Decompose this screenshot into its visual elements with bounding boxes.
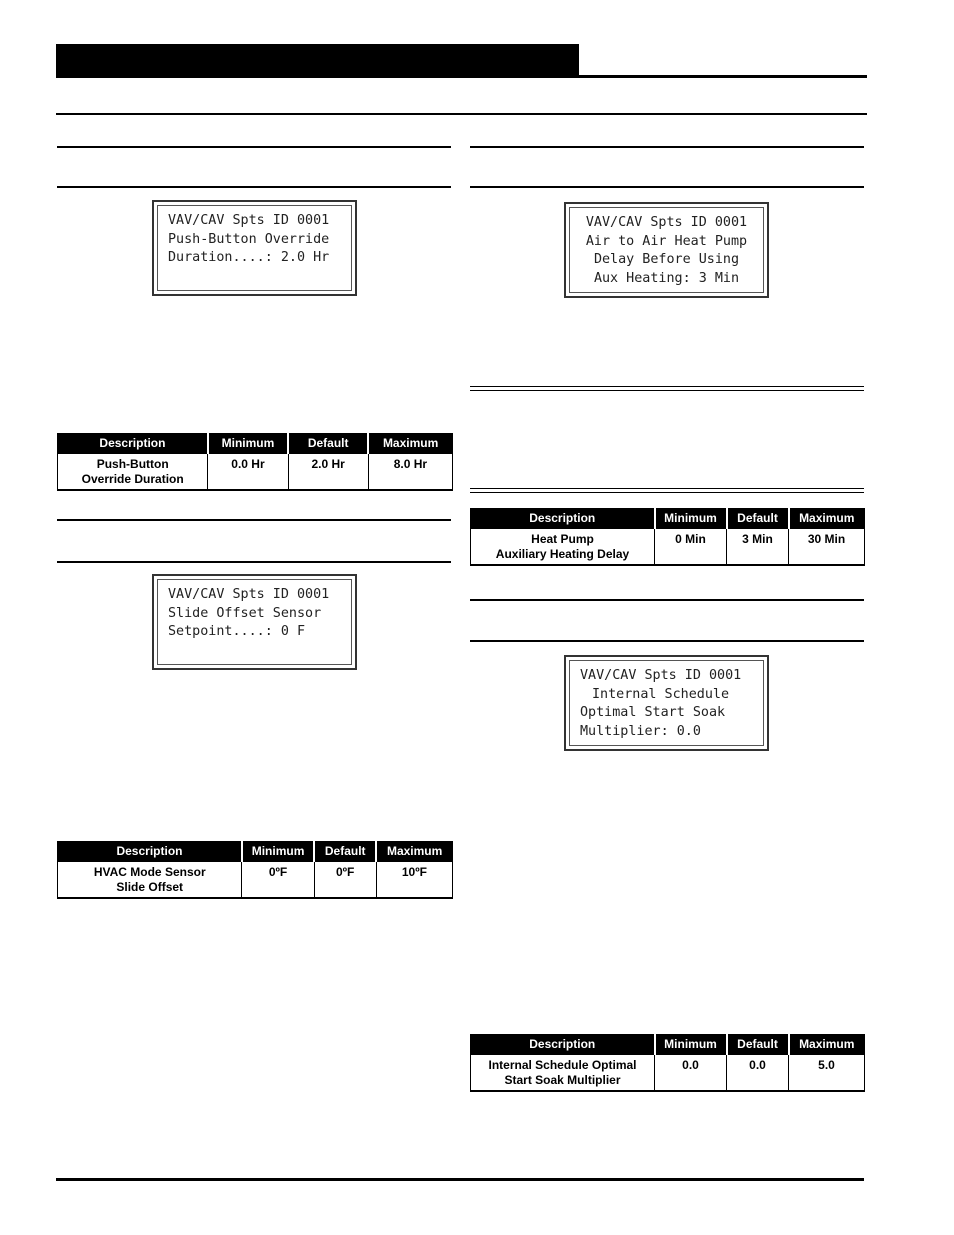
cell-maximum: 10ºF — [376, 862, 452, 899]
cell-minimum: 0 Min — [655, 529, 727, 566]
col-header-description: Description — [58, 841, 242, 862]
lcd-line: Duration....: 2.0 Hr — [168, 250, 330, 266]
col-header-maximum: Maximum — [368, 433, 452, 454]
desc-line: Push-Button — [96, 457, 169, 471]
desc-line: Internal Schedule Optimal — [488, 1058, 637, 1072]
cell-minimum: 0.0 Hr — [208, 454, 288, 491]
section-rule — [57, 519, 451, 521]
lcd-line: Multiplier: 0.0 — [580, 724, 701, 740]
double-rule — [470, 488, 864, 489]
header-bar — [56, 44, 579, 77]
lcd-line: Setpoint....: 0 F — [168, 624, 306, 640]
col-header-minimum: Minimum — [242, 841, 314, 862]
cell-description — [471, 529, 655, 566]
double-rule — [470, 386, 864, 387]
col-header-minimum: Minimum — [208, 433, 288, 454]
section-rule — [57, 561, 451, 563]
lcd-screen-soak — [564, 655, 769, 751]
lcd-line: VAV/CAV Spts ID 0001 — [585, 215, 748, 230]
lcd-screen-override — [152, 200, 357, 296]
cell-default: 0.0 — [727, 1055, 789, 1092]
cell-description — [471, 1055, 655, 1092]
lcd-screen-slide-offset — [152, 574, 357, 670]
col-header-default: Default — [288, 433, 368, 454]
top-rule — [56, 113, 867, 115]
lcd-line: Slide Offset Sensor — [168, 605, 322, 621]
lcd-line: Optimal Start Soak — [580, 705, 726, 721]
section-rule — [470, 186, 864, 188]
double-rule — [470, 492, 864, 493]
lcd-line: Aux Heating: 3 Min — [593, 271, 740, 287]
header-rule — [56, 75, 867, 78]
col-header-description: Description — [58, 433, 208, 454]
lcd-line: VAV/CAV Spts ID 0001 — [168, 587, 330, 602]
cell-minimum: 0.0 — [655, 1055, 727, 1092]
lcd-line: VAV/CAV Spts ID 0001 — [168, 213, 330, 228]
cell-description — [58, 862, 242, 899]
col-header-maximum: Maximum — [376, 841, 452, 862]
col-header-minimum: Minimum — [655, 508, 727, 529]
spec-table-slide-offset — [57, 841, 453, 899]
section-rule — [57, 146, 451, 148]
col-header-maximum: Maximum — [789, 508, 865, 529]
cell-default: 0ºF — [314, 862, 376, 899]
lcd-screen-heat-pump — [564, 202, 769, 298]
desc-line: Auxiliary Heating Delay — [495, 547, 630, 561]
desc-line: Override Duration — [81, 472, 184, 486]
section-rule — [57, 186, 451, 188]
lcd-line: Internal Schedule — [592, 686, 730, 702]
cell-minimum: 0ºF — [242, 862, 314, 899]
spec-table-soak — [470, 1034, 865, 1092]
col-header-minimum: Minimum — [655, 1034, 727, 1055]
cell-maximum: 30 Min — [789, 529, 865, 566]
col-header-default: Default — [727, 1034, 789, 1055]
cell-default: 2.0 Hr — [288, 454, 368, 491]
section-rule — [470, 640, 864, 642]
desc-line: Slide Offset — [116, 880, 184, 894]
double-rule — [470, 390, 864, 391]
footer-rule — [56, 1178, 864, 1181]
desc-line: HVAC Mode Sensor — [93, 865, 206, 879]
col-header-default: Default — [314, 841, 376, 862]
lcd-text — [569, 207, 764, 293]
cell-maximum: 5.0 — [789, 1055, 865, 1092]
col-header-default: Default — [727, 508, 789, 529]
cell-default: 3 Min — [727, 529, 789, 566]
col-header-description: Description — [471, 508, 655, 529]
desc-line: Start Soak Multiplier — [504, 1073, 621, 1087]
lcd-line: Delay Before Using — [593, 252, 740, 268]
section-rule — [470, 146, 864, 148]
col-header-maximum: Maximum — [789, 1034, 865, 1055]
spec-table-override — [57, 433, 453, 491]
lcd-line: Air to Air Heat Pump — [585, 233, 748, 249]
cell-maximum: 8.0 Hr — [368, 454, 452, 491]
desc-line: Heat Pump — [531, 532, 594, 546]
lcd-text — [157, 579, 352, 665]
lcd-line: Push-Button Override — [168, 231, 330, 247]
section-rule — [470, 599, 864, 601]
lcd-text — [569, 660, 764, 746]
col-header-description: Description — [471, 1034, 655, 1055]
cell-description — [58, 454, 208, 491]
spec-table-heat-pump — [470, 508, 865, 566]
lcd-text — [157, 205, 352, 291]
lcd-line: VAV/CAV Spts ID 0001 — [580, 668, 742, 683]
